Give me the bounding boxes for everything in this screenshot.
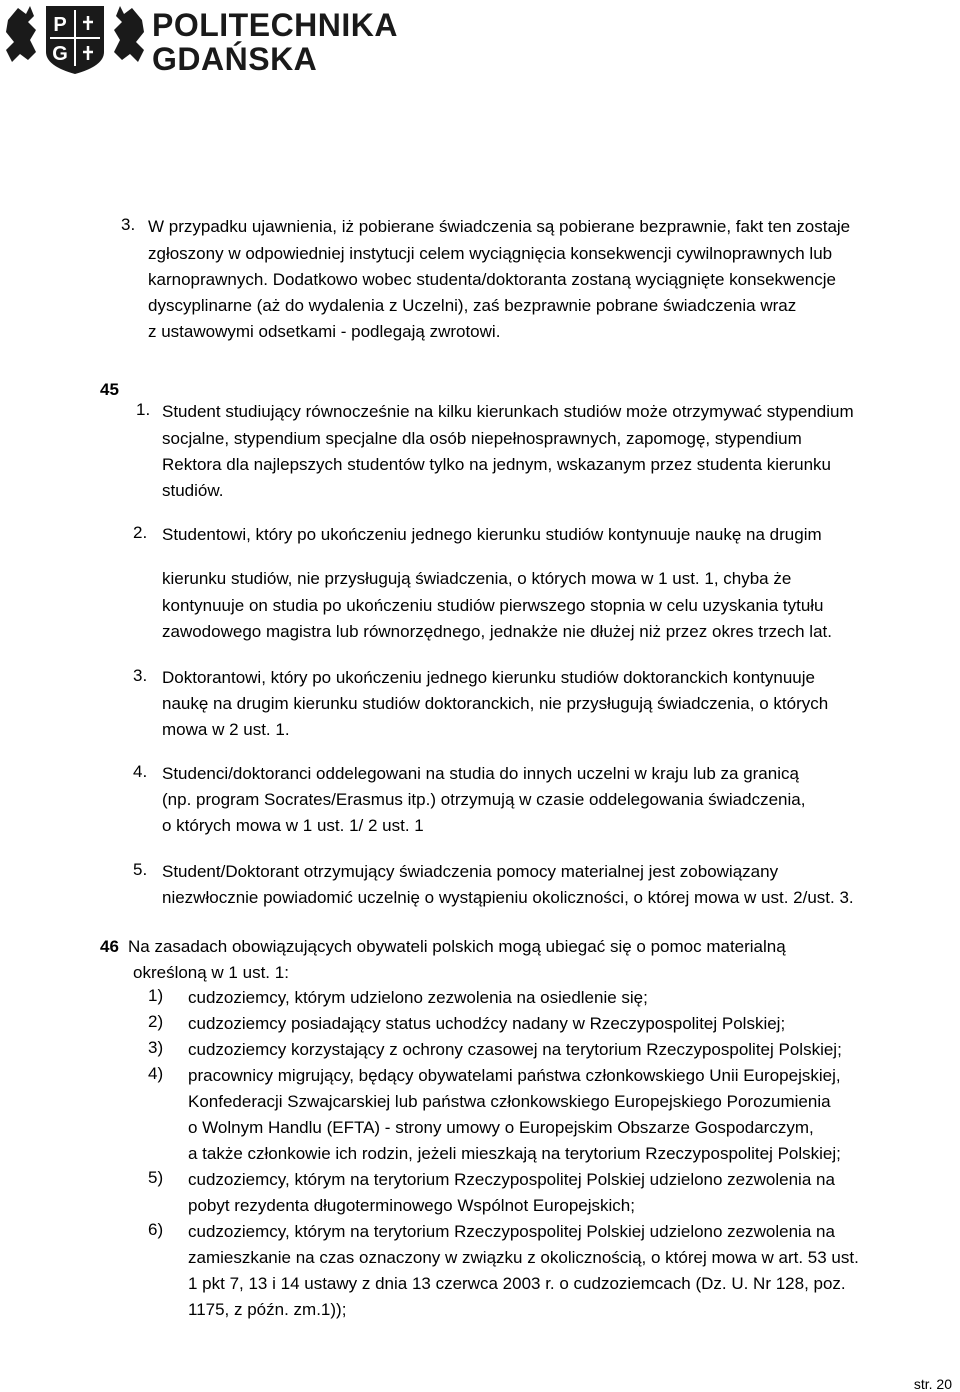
text-line: W przypadku ujawnienia, iż pobierane świadczenia są pobierane bezprawnie, fakt ten zostaje <box>148 217 851 236</box>
text-line: Studenci/doktoranci oddelegowani na studia do innych uczelni w kraju lub za granicą <box>162 764 799 783</box>
text-line: Rektora dla najlepszych studentów tylko na jednym, wskazanym przez studenta kierunku <box>162 455 832 474</box>
logo-line-1: POLITECHNIKA <box>152 7 398 43</box>
text-line: Studentowi, który po ukończeniu jednego kierunku studiów kontynuuje naukę na drugim <box>162 525 822 544</box>
text-line: Doktorantowi, który po ukończeniu jednego kierunku studiów doktoranckich kontynuuje <box>162 668 815 687</box>
text-line: cudzoziemcy, którym udzielono zezwolenia na osiedlenie się; <box>188 988 648 1007</box>
section-heading: 46 <box>100 937 119 956</box>
text-line: Student studiujący równocześnie na kilku kierunkach studiów może otrzymywać stypendium <box>162 402 854 421</box>
text-line: Na zasadach obowiązujących obywateli polskich mogą ubiegać się o pomoc materialną <box>128 937 786 956</box>
university-logo <box>0 0 420 80</box>
text-line: z ustawowymi odsetkami - podlegają zwrotowi. <box>148 322 501 341</box>
text-line: cudzoziemcy, którym na terytorium Rzeczypospolitej Polskiej udzielono zezwolenia na <box>188 1170 835 1189</box>
text-line: 1 pkt 7, 13 i 14 ustawy z dnia 13 czerwca 2003 r. o cudzoziemcach (Dz. U. Nr 128, poz. <box>188 1274 846 1293</box>
text-line: (np. program Socrates/Erasmus itp.) otrzymują w czasie oddelegowania świadczenia, <box>162 790 806 809</box>
text-line: zgłoszony w odpowiedniej instytucji celem wyciągnięcia konsekwencji cywilnoprawnych lub <box>148 244 833 263</box>
text-line: określoną w 1 ust. 1: <box>133 963 289 982</box>
item-number: 2. <box>133 523 148 542</box>
page-number: str. 20 <box>913 1376 952 1392</box>
item-number: 4) <box>148 1064 164 1083</box>
logo-wordmark <box>152 8 398 76</box>
text-line: Student/Doktorant otrzymujący świadczenia pomocy materialnej jest zobowiązany <box>162 862 779 881</box>
text-line: socjalne, stypendium specjalne dla osób niepełnosprawnych, zapomogę, stypendium <box>162 429 802 448</box>
text-line: kierunku studiów, nie przysługują świadczenia, o których mowa w 1 ust. 1, chyba że <box>162 569 792 588</box>
text-line: karnoprawnych. Dodatkowo wobec studenta/doktoranta zostaną wyciągnięte konsekwencje <box>148 270 836 289</box>
text-line: a także członkowie ich rodzin, jeżeli mieszkają na terytorium Rzeczypospolitej Polskiej; <box>188 1144 841 1163</box>
text-line: cudzoziemcy, którym na terytorium Rzeczypospolitej Polskiej udzielono zezwolenia na <box>188 1222 835 1241</box>
shield-letter-g: G <box>52 43 68 65</box>
text-line: cudzoziemcy korzystający z ochrony czasowej na terytorium Rzeczypospolitej Polskiej; <box>188 1040 842 1059</box>
item-number: 4. <box>133 762 148 781</box>
text-line: mowa w 2 ust. 1. <box>162 720 290 739</box>
text-line: niezwłocznie powiadomić uczelnię o wystąpieniu okoliczności, o której mowa w ust. 2/ust. 3. <box>162 888 854 907</box>
item-number: 2) <box>148 1012 164 1031</box>
text-line: kontynuuje on studia po ukończeniu studiów pierwszego stopnia w celu uzyskania tytułu <box>162 596 824 615</box>
griffin-crest-icon <box>0 0 150 80</box>
text-line: dyscyplinarne (aż do wydalenia z Uczelni), zaś bezprawnie pobrane świadczenia wraz <box>148 296 797 315</box>
paragraph-number: 3. <box>121 215 136 234</box>
text-line: pobyt rezydenta długoterminowego Wspólnot Europejskich; <box>188 1196 635 1215</box>
text-line: 1175, z późn. zm.1)); <box>188 1300 347 1319</box>
text-line: zamieszkanie na czas oznaczony w związku z okolicznością, o której mowa w art. 53 ust. <box>188 1248 859 1267</box>
text-line: o Wolnym Handlu (EFTA) - strony umowy o Europejskim Obszarze Gospodarczym, <box>188 1118 814 1137</box>
text-line: o których mowa w 1 ust. 1/ 2 ust. 1 <box>162 816 424 835</box>
item-number: 1. <box>136 400 151 419</box>
item-number: 3) <box>148 1038 164 1057</box>
item-number: 3. <box>133 666 148 685</box>
shield-letter-p: P <box>53 14 67 36</box>
section-heading: 45 <box>100 380 119 399</box>
text-line: naukę na drugim kierunku studiów doktoranckich, nie przysługują świadczenia, o których <box>162 694 829 713</box>
text-line: cudzoziemcy posiadający status uchodźcy nadany w Rzeczypospolitej Polskiej; <box>188 1014 786 1033</box>
item-number: 5. <box>133 860 148 879</box>
item-number: 6) <box>148 1220 164 1239</box>
text-line: Konfederacji Szwajcarskiej lub państwa członkowskiego Europejskiego Porozumienia <box>188 1092 831 1111</box>
text-line: studiów. <box>162 481 224 500</box>
text-line: zawodowego magistra lub równorzędnego, jednakże nie dłużej niż przez okres trzech lat. <box>162 622 832 641</box>
item-number: 1) <box>148 986 164 1005</box>
logo-line-2: GDAŃSKA <box>152 41 318 77</box>
text-line: pracownicy migrujący, będący obywatelami państwa członkowskiego Unii Europejskiej, <box>188 1066 841 1085</box>
item-number: 5) <box>148 1168 164 1187</box>
